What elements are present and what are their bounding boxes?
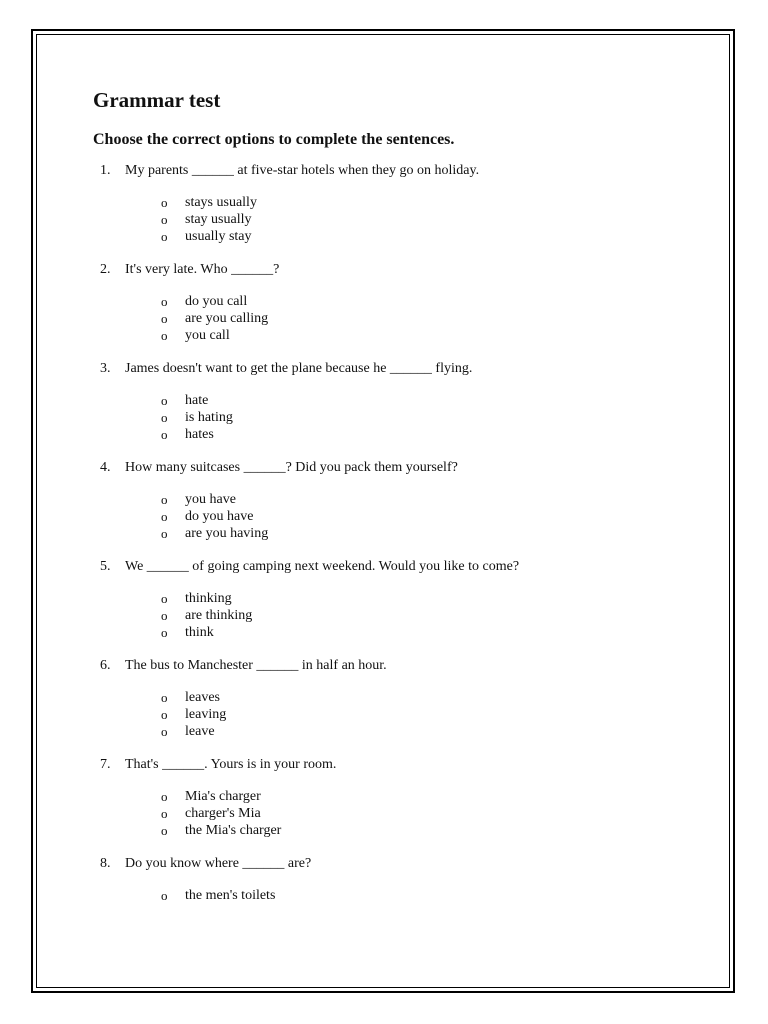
- hollow-bullet-icon: o: [161, 410, 168, 425]
- option-text: are thinking: [185, 608, 253, 623]
- option-text: usually stay: [185, 229, 252, 244]
- option-text: leaving: [185, 707, 227, 722]
- option-list: [93, 194, 693, 245]
- question-stem: [93, 360, 693, 378]
- question-text: Do you know where ______ are?: [125, 856, 312, 871]
- question-stem: [93, 558, 693, 576]
- question-number: 7.: [100, 757, 111, 772]
- answer-option: [93, 491, 693, 508]
- question-stem: [93, 459, 693, 477]
- answer-option: [93, 194, 693, 211]
- question-text: My parents ______ at five-star hotels when they go on holiday.: [125, 163, 480, 178]
- option-text: leave: [185, 724, 215, 739]
- answer-option: [93, 822, 693, 839]
- hollow-bullet-icon: o: [161, 625, 168, 640]
- option-list: [93, 392, 693, 443]
- answer-option: [93, 409, 693, 426]
- hollow-bullet-icon: o: [161, 823, 168, 838]
- option-text: thinking: [185, 591, 232, 606]
- answer-option: [93, 706, 693, 723]
- question-item: [93, 360, 693, 443]
- answer-option: [93, 327, 693, 344]
- hollow-bullet-icon: o: [161, 591, 168, 606]
- option-text: do you have: [185, 509, 254, 524]
- hollow-bullet-icon: o: [161, 195, 168, 210]
- option-list: [93, 887, 693, 904]
- option-list: [93, 590, 693, 641]
- answer-option: [93, 211, 693, 228]
- option-list: [93, 293, 693, 344]
- hollow-bullet-icon: o: [161, 229, 168, 244]
- option-list: [93, 689, 693, 740]
- hollow-bullet-icon: o: [161, 509, 168, 524]
- hollow-bullet-icon: o: [161, 707, 168, 722]
- question-stem: [93, 162, 693, 180]
- answer-option: [93, 293, 693, 310]
- page-title: Grammar test: [93, 88, 221, 112]
- option-text: leaves: [185, 690, 220, 705]
- question-item: [93, 162, 693, 245]
- hollow-bullet-icon: o: [161, 690, 168, 705]
- question-text: How many suitcases ______? Did you pack them yourself?: [125, 460, 458, 475]
- option-text: stays usually: [185, 195, 257, 210]
- option-text: think: [185, 625, 214, 640]
- answer-option: [93, 426, 693, 443]
- hollow-bullet-icon: o: [161, 328, 168, 343]
- option-text: hate: [185, 393, 209, 408]
- option-text: you have: [185, 492, 236, 507]
- option-text: stay usually: [185, 212, 252, 227]
- hollow-bullet-icon: o: [161, 526, 168, 541]
- question-item: [93, 855, 693, 904]
- question-item: [93, 756, 693, 839]
- answer-option: [93, 525, 693, 542]
- answer-option: [93, 310, 693, 327]
- hollow-bullet-icon: o: [161, 608, 168, 623]
- answer-option: [93, 887, 693, 904]
- question-item: [93, 261, 693, 344]
- hollow-bullet-icon: o: [161, 311, 168, 326]
- hollow-bullet-icon: o: [161, 724, 168, 739]
- option-text: the Mia's charger: [185, 823, 282, 838]
- answer-option: [93, 392, 693, 409]
- hollow-bullet-icon: o: [161, 427, 168, 442]
- option-text: are you calling: [185, 311, 269, 326]
- answer-option: [93, 689, 693, 706]
- hollow-bullet-icon: o: [161, 888, 168, 903]
- question-number: 3.: [100, 361, 111, 376]
- question-text: It's very late. Who ______?: [125, 262, 280, 277]
- hollow-bullet-icon: o: [161, 789, 168, 804]
- question-text: The bus to Manchester ______ in half an hour.: [125, 658, 387, 673]
- answer-option: [93, 805, 693, 822]
- question-number: 4.: [100, 460, 111, 475]
- question-number: 6.: [100, 658, 111, 673]
- question-item: [93, 459, 693, 542]
- answer-option: [93, 508, 693, 525]
- question-stem: [93, 261, 693, 279]
- option-text: hates: [185, 427, 214, 442]
- question-text: We ______ of going camping next weekend. Would you like to come?: [125, 559, 520, 574]
- answer-option: [93, 624, 693, 641]
- question-number: 5.: [100, 559, 111, 574]
- question-stem: [93, 657, 693, 675]
- hollow-bullet-icon: o: [161, 393, 168, 408]
- answer-option: [93, 590, 693, 607]
- hollow-bullet-icon: o: [161, 806, 168, 821]
- hollow-bullet-icon: o: [161, 294, 168, 309]
- option-text: you call: [185, 328, 230, 343]
- question-stem: [93, 756, 693, 774]
- option-list: [93, 788, 693, 839]
- question-number: 2.: [100, 262, 111, 277]
- document-body: [93, 86, 693, 920]
- hollow-bullet-icon: o: [161, 492, 168, 507]
- question-text: That's ______. Yours is in your room.: [125, 757, 337, 772]
- answer-option: [93, 723, 693, 740]
- instructions: Choose the correct options to complete the sentences.: [93, 131, 455, 148]
- option-text: are you having: [185, 526, 269, 541]
- answer-option: [93, 788, 693, 805]
- option-text: the men's toilets: [185, 888, 276, 903]
- question-stem: [93, 855, 693, 873]
- question-list: [93, 162, 693, 904]
- hollow-bullet-icon: o: [161, 212, 168, 227]
- question-number: 1.: [100, 163, 111, 178]
- answer-option: [93, 607, 693, 624]
- option-list: [93, 491, 693, 542]
- question-text: James doesn't want to get the plane because he ______ flying.: [125, 361, 473, 376]
- option-text: charger's Mia: [185, 806, 261, 821]
- question-number: 8.: [100, 856, 111, 871]
- question-item: [93, 558, 693, 641]
- answer-option: [93, 228, 693, 245]
- option-text: do you call: [185, 294, 248, 309]
- option-text: is hating: [185, 410, 233, 425]
- question-item: [93, 657, 693, 740]
- option-text: Mia's charger: [185, 789, 261, 804]
